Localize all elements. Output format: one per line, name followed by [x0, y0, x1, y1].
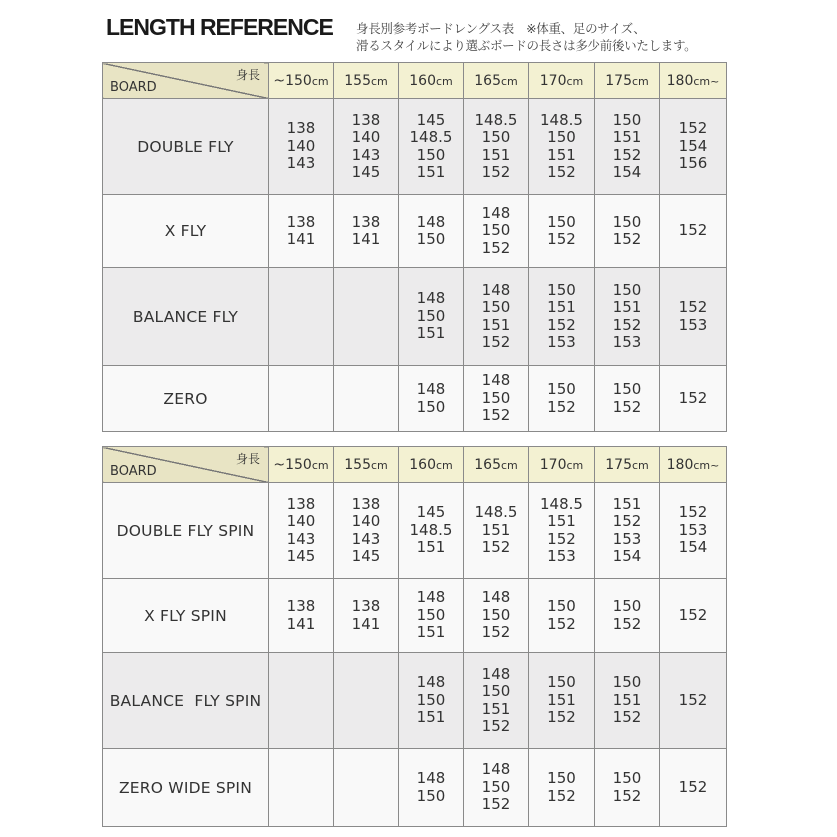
- board-length-cell: 150 151 152 154: [595, 99, 660, 195]
- board-length-cell: 148 150 151 152: [464, 653, 529, 749]
- corner-header-cell: [103, 63, 269, 99]
- height-column-header: [464, 447, 529, 483]
- height-label: 身長: [235, 68, 260, 82]
- board-length-cell: 148 150 152: [464, 366, 529, 432]
- board-length-cell: 148 150 151 152: [464, 268, 529, 366]
- board-length-cell: 150 152: [595, 195, 660, 268]
- board-length-cell: 150 152: [595, 749, 660, 827]
- board-model-name: ZERO: [103, 366, 269, 432]
- board-length-cell: 138 141: [334, 195, 399, 268]
- height-unit: cm: [435, 74, 453, 88]
- height-value: 175: [605, 72, 632, 89]
- board-model-name: X FLY: [103, 195, 269, 268]
- height-unit: cm: [435, 458, 453, 472]
- height-unit: cm: [500, 74, 518, 88]
- board-length-cell: 138 141: [269, 195, 334, 268]
- height-value: ~150: [273, 456, 312, 473]
- board-length-cell: 148 150 151: [399, 268, 464, 366]
- board-length-cell: 150 152: [529, 579, 595, 653]
- height-column-header: [595, 447, 660, 483]
- height-column-header: [334, 447, 399, 483]
- height-column-header: [399, 447, 464, 483]
- height-column-header: [399, 63, 464, 99]
- height-unit: cm: [500, 458, 518, 472]
- board-length-cell: 152 154 156: [660, 99, 727, 195]
- board-length-cell: [334, 366, 399, 432]
- height-column-header: [529, 447, 595, 483]
- board-length-cell: [269, 653, 334, 749]
- height-unit: cm: [311, 458, 329, 472]
- height-unit: cm: [311, 74, 329, 88]
- height-value: 160: [409, 72, 436, 89]
- table-row: [103, 749, 727, 827]
- board-length-cell: 148 150: [399, 749, 464, 827]
- board-length-cell: [269, 366, 334, 432]
- board-length-cell: 152: [660, 749, 727, 827]
- board-label: BOARD: [110, 464, 157, 479]
- height-column-header: [269, 447, 334, 483]
- height-column-header: [464, 63, 529, 99]
- board-length-cell: [269, 749, 334, 827]
- board-length-cell: 151 152 153 154: [595, 483, 660, 579]
- board-length-cell: 138 140 143: [269, 99, 334, 195]
- height-unit: cm~: [693, 458, 720, 472]
- board-length-cell: 150 152: [595, 366, 660, 432]
- board-length-cell: 148.5 151 152: [464, 483, 529, 579]
- height-unit: cm: [631, 74, 649, 88]
- board-length-cell: 150 151 152: [529, 653, 595, 749]
- board-model-name: DOUBLE FLY: [103, 99, 269, 195]
- height-unit: cm: [631, 458, 649, 472]
- board-length-cell: 148 150 151: [399, 579, 464, 653]
- board-model-name: BALANCE FLY: [103, 268, 269, 366]
- height-column-header: [660, 63, 727, 99]
- height-column-header: [529, 63, 595, 99]
- table-row: [103, 579, 727, 653]
- board-length-cell: 138 140 143 145: [334, 99, 399, 195]
- height-value: 180: [666, 456, 694, 473]
- height-value: 155: [344, 456, 371, 473]
- board-length-cell: [334, 653, 399, 749]
- board-length-cell: 150 152: [595, 579, 660, 653]
- board-length-cell: 148.5 150 151 152: [529, 99, 595, 195]
- board-length-cell: 148 150: [399, 366, 464, 432]
- board-length-cell: 152: [660, 653, 727, 749]
- height-column-header: [334, 63, 399, 99]
- height-column-header: [595, 63, 660, 99]
- board-length-cell: 152 153 154: [660, 483, 727, 579]
- height-value: 180: [666, 72, 694, 89]
- board-length-cell: 148 150 152: [464, 195, 529, 268]
- board-length-cell: 148.5 151 152 153: [529, 483, 595, 579]
- height-label: 身長: [235, 452, 260, 466]
- table-row: [103, 268, 727, 366]
- board-length-cell: 138 141: [269, 579, 334, 653]
- board-length-cell: 152: [660, 195, 727, 268]
- board-model-name: ZERO WIDE SPIN: [103, 749, 269, 827]
- board-length-cell: 138 141: [334, 579, 399, 653]
- board-length-cell: [334, 268, 399, 366]
- board-length-cell: 148 150 152: [464, 579, 529, 653]
- height-unit: cm: [370, 458, 388, 472]
- board-length-cell: 138 140 143 145: [269, 483, 334, 579]
- height-value: 160: [409, 456, 436, 473]
- board-model-name: X FLY SPIN: [103, 579, 269, 653]
- height-value: 175: [605, 456, 632, 473]
- table-row: [103, 195, 727, 268]
- board-length-cell: 138 140 143 145: [334, 483, 399, 579]
- reference-note: 身長別参考ボードレングス表 ※体重、足のサイズ、 滑るスタイルにより選ぶボードの長さは多少前後いたします。: [356, 21, 697, 53]
- board-model-name: DOUBLE FLY SPIN: [103, 483, 269, 579]
- height-column-header: [660, 447, 727, 483]
- board-length-cell: 145 148.5 150 151: [399, 99, 464, 195]
- board-length-cell: 152: [660, 579, 727, 653]
- board-length-cell: 150 151 152 153: [595, 268, 660, 366]
- height-value: ~150: [273, 72, 312, 89]
- board-length-cell: 152: [660, 366, 727, 432]
- board-length-cell: 150 151 152: [595, 653, 660, 749]
- board-length-cell: 145 148.5 151: [399, 483, 464, 579]
- length-table-2: [102, 446, 727, 827]
- height-column-header: [269, 63, 334, 99]
- board-length-cell: 150 152: [529, 366, 595, 432]
- height-value: 155: [344, 72, 371, 89]
- board-length-cell: 150 152: [529, 195, 595, 268]
- board-length-cell: 148 150 152: [464, 749, 529, 827]
- length-table-1: [102, 62, 727, 432]
- height-unit: cm: [566, 458, 584, 472]
- height-value: 165: [474, 72, 501, 89]
- height-value: 170: [539, 72, 567, 89]
- board-length-cell: 152 153: [660, 268, 727, 366]
- header-row: [103, 63, 727, 99]
- table-row: [103, 653, 727, 749]
- board-length-cell: 150 151 152 153: [529, 268, 595, 366]
- header-row: [103, 447, 727, 483]
- height-unit: cm: [370, 74, 388, 88]
- board-length-cell: [269, 268, 334, 366]
- page-title: LENGTH REFERENCE: [106, 14, 333, 40]
- board-length-cell: 148.5 150 151 152: [464, 99, 529, 195]
- table-row: [103, 99, 727, 195]
- corner-header-cell: [103, 447, 269, 483]
- board-label: BOARD: [110, 80, 157, 95]
- board-model-name: BALANCE FLY SPIN: [103, 653, 269, 749]
- height-unit: cm~: [693, 74, 720, 88]
- table-row: [103, 483, 727, 579]
- board-length-cell: 148 150: [399, 195, 464, 268]
- board-length-cell: 150 152: [529, 749, 595, 827]
- height-unit: cm: [566, 74, 584, 88]
- board-length-cell: [334, 749, 399, 827]
- board-length-cell: 148 150 151: [399, 653, 464, 749]
- height-value: 165: [474, 456, 501, 473]
- table-row: [103, 366, 727, 432]
- height-value: 170: [539, 456, 567, 473]
